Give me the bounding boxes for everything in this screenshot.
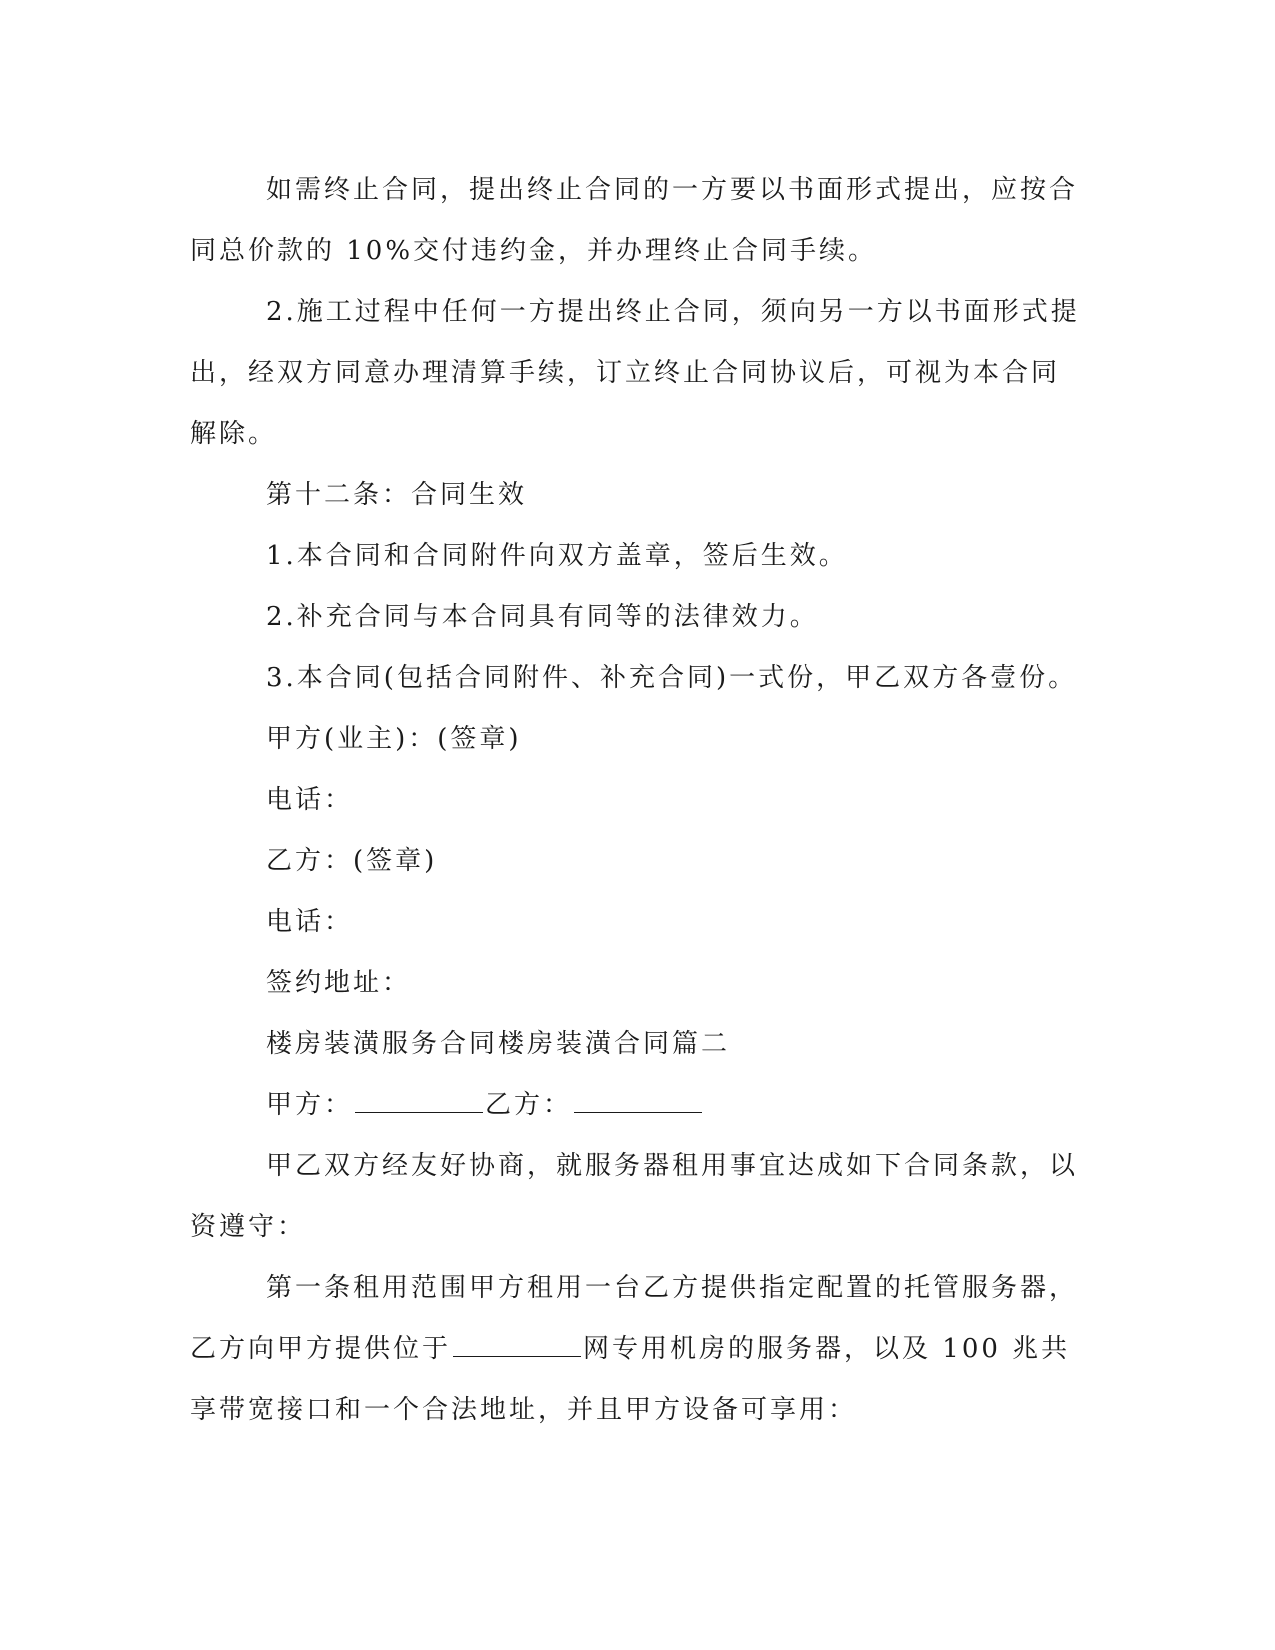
party-a-signature-line: 甲方(业主)：(签章) bbox=[266, 724, 522, 754]
article-1-rental-scope bbox=[190, 1258, 1080, 1441]
paragraph-termination-during-construction: 2.施工过程中任何一方提出终止合同，须向另一方以书面形式提出，经双方同意办理清算手续，订立终止合同协议后，可视为本合同解除。 bbox=[190, 297, 1080, 449]
party-b-phone-line: 电话： bbox=[266, 907, 354, 937]
signing-address-line: 签约地址： bbox=[266, 968, 412, 998]
party-b-label: 乙方： bbox=[485, 1090, 573, 1120]
parties-line bbox=[190, 1075, 1080, 1136]
article-12-heading: 第十二条：合同生效 bbox=[266, 480, 528, 510]
clause-effective-3: 3.本合同(包括合同附件、补充合同)一式份，甲乙双方各壹份。 bbox=[266, 663, 1078, 693]
party-a-blank bbox=[355, 1082, 483, 1113]
document-body bbox=[190, 160, 1080, 1441]
party-b-blank bbox=[574, 1082, 702, 1113]
party-a-phone-line: 电话： bbox=[266, 785, 354, 815]
article-1-after-blank: 网专用机房的服务器，以及 100 兆共享带宽接口和一个合法地址，并且甲方设备可享用： bbox=[190, 1334, 1071, 1425]
article-1-first-line: 第一条租用范围甲方租用一台乙方提供指定配置的托管服务器， bbox=[266, 1273, 1079, 1303]
paragraph-termination-notice: 如需终止合同，提出终止合同的一方要以书面形式提出，应按合同总价款的 10%交付违约金，并办理终止合同手续。 bbox=[190, 175, 1079, 266]
party-b-signature-line: 乙方：(签章) bbox=[266, 846, 438, 876]
clause-effective-1: 1.本合同和合同附件向双方盖章，签后生效。 bbox=[266, 541, 848, 571]
section-title-part-two: 楼房装潢服务合同楼房装潢合同篇二 bbox=[266, 1029, 731, 1059]
article-1-before-blank: 乙方向甲方提供位于 bbox=[190, 1334, 452, 1364]
party-a-label: 甲方： bbox=[266, 1090, 354, 1120]
clause-effective-2: 2.补充合同与本合同具有同等的法律效力。 bbox=[266, 602, 819, 632]
datacenter-blank bbox=[453, 1326, 581, 1357]
paragraph-agreement-intro: 甲乙双方经友好协商，就服务器租用事宜达成如下合同条款，以资遵守： bbox=[190, 1151, 1079, 1242]
